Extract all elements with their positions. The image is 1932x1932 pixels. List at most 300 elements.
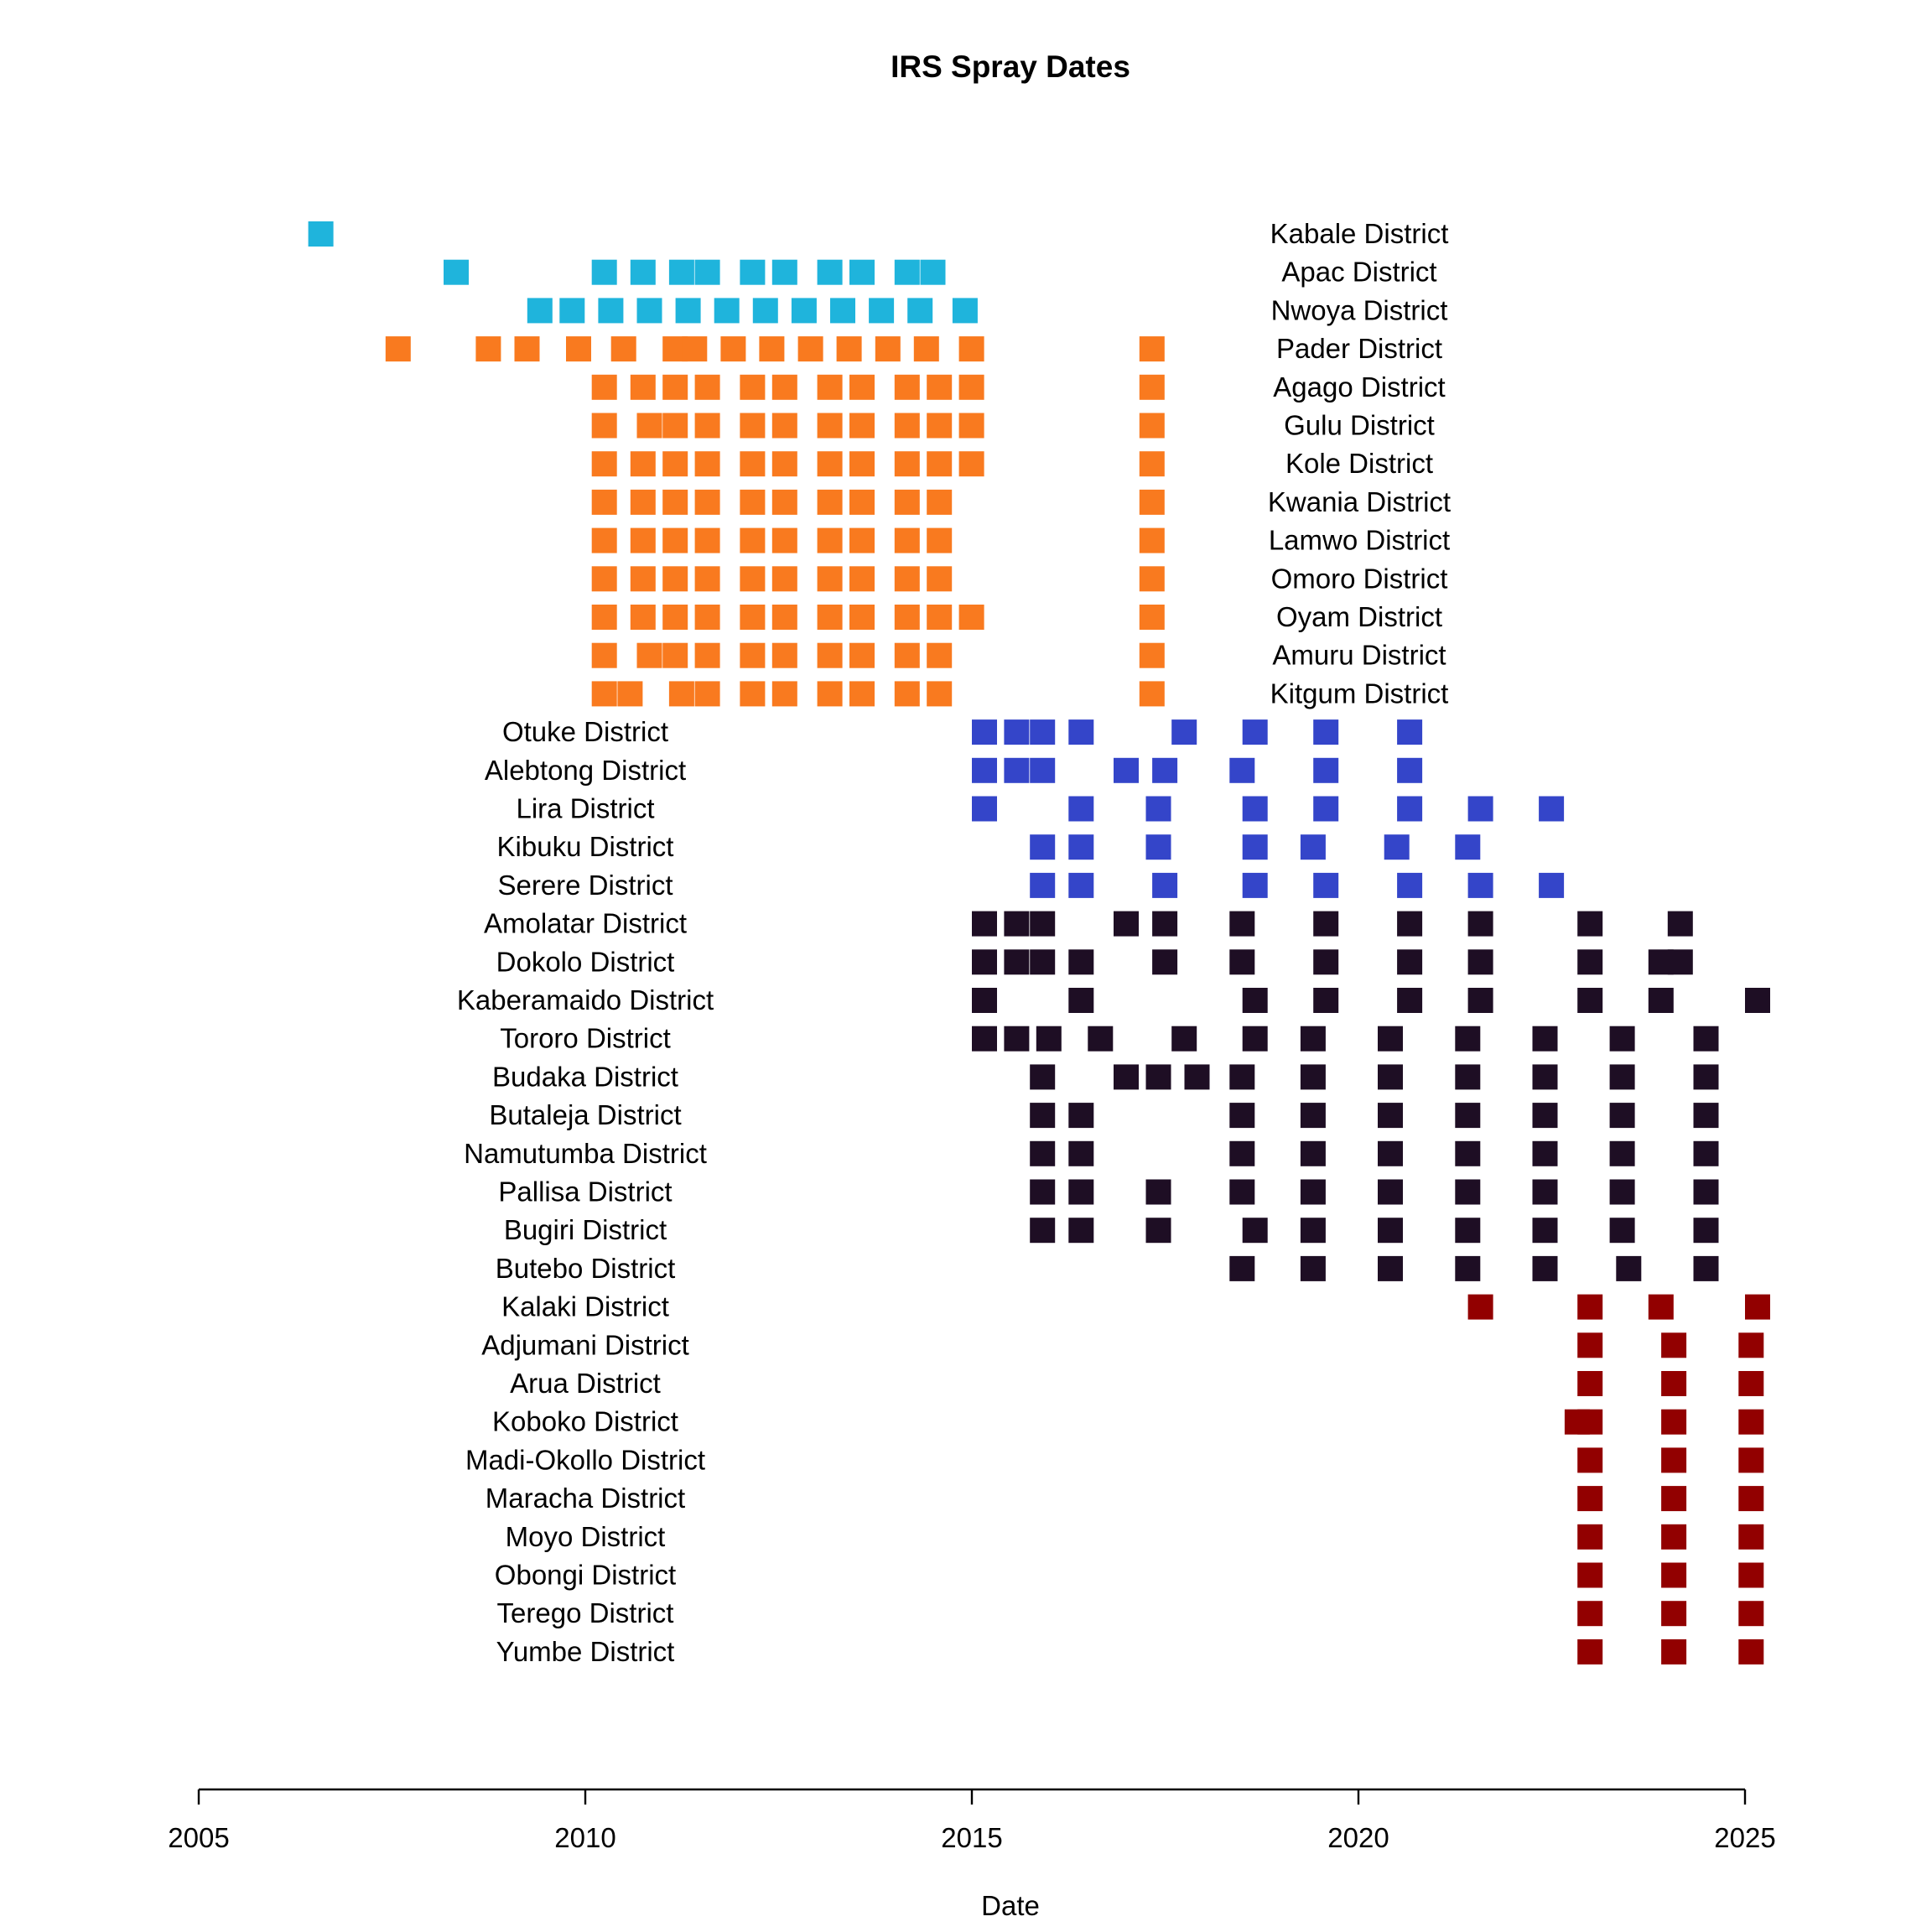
spray-marker-maracha-district — [1577, 1486, 1602, 1511]
spray-marker-kibuku-district — [1455, 834, 1480, 860]
spray-marker-kibuku-district — [1384, 834, 1410, 860]
spray-marker-dokolo-district — [1468, 949, 1493, 974]
spray-marker-kole-district — [740, 451, 765, 476]
spray-marker-butaleja-district — [1378, 1103, 1403, 1128]
district-label-madi-okollo-district: Madi-Okollo District — [465, 1444, 706, 1476]
spray-marker-serere-district — [1030, 873, 1055, 898]
spray-marker-oyam-district — [592, 605, 617, 630]
spray-marker-agago-district — [818, 375, 843, 400]
spray-marker-lamwo-district — [895, 528, 920, 553]
district-label-kabale-district: Kabale District — [1270, 218, 1449, 249]
spray-marker-nwoya-district — [527, 298, 553, 323]
spray-marker-amolatar-district — [1229, 911, 1254, 937]
spray-marker-kibuku-district — [1243, 834, 1268, 860]
spray-marker-nwoya-district — [830, 298, 855, 323]
spray-marker-serere-district — [1539, 873, 1564, 898]
spray-marker-moyo-district — [1738, 1524, 1763, 1550]
spray-marker-dokolo-district — [1068, 949, 1093, 974]
district-label-alebtong-district: Alebtong District — [484, 754, 687, 786]
district-label-butaleja-district: Butaleja District — [489, 1099, 682, 1131]
district-label-nwoya-district: Nwoya District — [1270, 294, 1448, 326]
spray-marker-kabale-district — [309, 221, 334, 247]
spray-marker-bugiri-district — [1030, 1218, 1055, 1243]
spray-marker-otuke-district — [1004, 719, 1029, 745]
spray-marker-kwania-district — [695, 490, 720, 515]
spray-marker-omoro-district — [662, 566, 688, 591]
spray-marker-omoro-district — [927, 566, 952, 591]
spray-marker-amuru-district — [662, 643, 688, 668]
spray-marker-amuru-district — [927, 643, 952, 668]
spray-marker-kitgum-district — [1140, 681, 1165, 706]
spray-marker-pallisa-district — [1030, 1180, 1055, 1205]
spray-marker-alebtong-district — [1004, 758, 1029, 783]
spray-marker-omoro-district — [740, 566, 765, 591]
spray-marker-kitgum-district — [818, 681, 843, 706]
spray-marker-butaleja-district — [1610, 1103, 1635, 1128]
spray-marker-namutumba-district — [1533, 1141, 1558, 1166]
spray-marker-butaleja-district — [1301, 1103, 1326, 1128]
spray-marker-lamwo-district — [740, 528, 765, 553]
spray-marker-nwoya-district — [598, 298, 623, 323]
spray-marker-pader-district — [611, 336, 636, 361]
spray-marker-tororo-district — [1378, 1026, 1403, 1052]
spray-marker-butebo-district — [1301, 1256, 1326, 1281]
spray-marker-kwania-district — [631, 490, 656, 515]
spray-marker-pader-district — [798, 336, 823, 361]
spray-marker-butaleja-district — [1455, 1103, 1480, 1128]
spray-marker-namutumba-district — [1378, 1141, 1403, 1166]
district-label-apac-district: Apac District — [1281, 256, 1437, 288]
spray-marker-omoro-district — [592, 566, 617, 591]
spray-marker-alebtong-district — [1229, 758, 1254, 783]
spray-marker-alebtong-district — [1313, 758, 1338, 783]
spray-marker-yumbe-district — [1738, 1639, 1763, 1665]
spray-marker-budaka-district — [1610, 1064, 1635, 1089]
spray-marker-oyam-district — [818, 605, 843, 630]
spray-marker-kibuku-district — [1301, 834, 1326, 860]
spray-marker-terego-district — [1661, 1601, 1686, 1626]
spray-marker-budaka-district — [1114, 1064, 1139, 1089]
spray-marker-apac-district — [849, 260, 875, 285]
spray-marker-butebo-district — [1694, 1256, 1719, 1281]
spray-marker-kole-district — [592, 451, 617, 476]
spray-marker-dokolo-district — [1668, 949, 1693, 974]
spray-marker-amuru-district — [818, 643, 843, 668]
spray-marker-butaleja-district — [1229, 1103, 1254, 1128]
spray-marker-kitgum-district — [592, 681, 617, 706]
spray-marker-apac-district — [695, 260, 720, 285]
spray-marker-kole-district — [818, 451, 843, 476]
spray-marker-kibuku-district — [1068, 834, 1093, 860]
x-tick-label-2005: 2005 — [168, 1822, 230, 1853]
district-label-kaberamaido-district: Kaberamaido District — [456, 984, 714, 1015]
spray-marker-tororo-district — [1610, 1026, 1635, 1052]
spray-marker-dokolo-district — [1397, 949, 1422, 974]
spray-marker-kaberamaido-district — [972, 988, 997, 1013]
spray-marker-apac-district — [592, 260, 617, 285]
spray-marker-gulu-district — [959, 413, 984, 439]
spray-marker-tororo-district — [1533, 1026, 1558, 1052]
spray-marker-apac-district — [818, 260, 843, 285]
spray-marker-madi-okollo-district — [1738, 1447, 1763, 1472]
spray-marker-obongi-district — [1661, 1563, 1686, 1588]
spray-marker-kaberamaido-district — [1649, 988, 1674, 1013]
spray-marker-arua-district — [1738, 1371, 1763, 1396]
district-label-amuru-district: Amuru District — [1272, 639, 1446, 671]
x-tick-label-2025: 2025 — [1714, 1822, 1776, 1853]
spray-marker-gulu-district — [592, 413, 617, 439]
spray-marker-lira-district — [1539, 797, 1564, 822]
spray-marker-nwoya-district — [753, 298, 778, 323]
spray-marker-budaka-district — [1455, 1064, 1480, 1089]
district-label-tororo-district: Tororo District — [500, 1022, 671, 1054]
spray-marker-gulu-district — [1140, 413, 1165, 439]
spray-marker-nwoya-district — [676, 298, 701, 323]
spray-marker-bugiri-district — [1378, 1218, 1403, 1243]
spray-marker-butebo-district — [1378, 1256, 1403, 1281]
spray-marker-pader-district — [914, 336, 939, 361]
district-label-butebo-district: Butebo District — [495, 1252, 676, 1284]
spray-marker-omoro-district — [772, 566, 797, 591]
spray-marker-oyam-district — [959, 605, 984, 630]
spray-marker-serere-district — [1243, 873, 1268, 898]
district-label-yumbe-district: Yumbe District — [496, 1635, 675, 1667]
spray-marker-kaberamaido-district — [1468, 988, 1493, 1013]
spray-marker-lamwo-district — [927, 528, 952, 553]
district-label-budaka-district: Budaka District — [492, 1061, 678, 1093]
spray-marker-moyo-district — [1577, 1524, 1602, 1550]
spray-marker-pallisa-district — [1610, 1180, 1635, 1205]
spray-marker-kole-district — [695, 451, 720, 476]
district-label-gulu-district: Gulu District — [1284, 409, 1435, 441]
spray-marker-budaka-district — [1229, 1064, 1254, 1089]
spray-marker-gulu-district — [637, 413, 662, 439]
spray-marker-tororo-district — [1036, 1026, 1062, 1052]
spray-marker-butebo-district — [1616, 1256, 1641, 1281]
spray-marker-bugiri-district — [1694, 1218, 1719, 1243]
district-label-koboko-district: Koboko District — [492, 1405, 678, 1437]
spray-marker-kole-district — [895, 451, 920, 476]
spray-marker-agago-district — [772, 375, 797, 400]
spray-marker-budaka-district — [1533, 1064, 1558, 1089]
spray-marker-oyam-district — [772, 605, 797, 630]
spray-marker-obongi-district — [1738, 1563, 1763, 1588]
spray-marker-kalaki-district — [1577, 1295, 1602, 1320]
district-label-dokolo-district: Dokolo District — [496, 946, 675, 978]
spray-marker-obongi-district — [1577, 1563, 1602, 1588]
spray-marker-amuru-district — [740, 643, 765, 668]
spray-marker-tororo-district — [1004, 1026, 1029, 1052]
x-axis — [168, 1789, 1775, 1853]
spray-marker-butaleja-district — [1533, 1103, 1558, 1128]
spray-marker-bugiri-district — [1301, 1218, 1326, 1243]
spray-marker-bugiri-district — [1455, 1218, 1480, 1243]
district-label-lamwo-district: Lamwo District — [1268, 524, 1451, 556]
spray-marker-amuru-district — [895, 643, 920, 668]
spray-marker-kole-district — [1140, 451, 1165, 476]
spray-marker-budaka-district — [1378, 1064, 1403, 1089]
spray-marker-alebtong-district — [1114, 758, 1139, 783]
spray-marker-pader-district — [386, 336, 411, 361]
district-label-otuke-district: Otuke District — [501, 716, 669, 748]
spray-marker-butaleja-district — [1068, 1103, 1093, 1128]
spray-marker-namutumba-district — [1610, 1141, 1635, 1166]
spray-marker-oyam-district — [895, 605, 920, 630]
spray-marker-kole-district — [772, 451, 797, 476]
spray-marker-oyam-district — [927, 605, 952, 630]
spray-marker-amolatar-district — [1004, 911, 1029, 937]
spray-marker-apac-district — [921, 260, 946, 285]
spray-marker-pader-district — [759, 336, 784, 361]
spray-marker-bugiri-district — [1610, 1218, 1635, 1243]
spray-marker-kitgum-district — [669, 681, 694, 706]
spray-marker-kalaki-district — [1468, 1295, 1493, 1320]
spray-marker-oyam-district — [1140, 605, 1165, 630]
spray-marker-oyam-district — [849, 605, 875, 630]
spray-marker-lira-district — [1146, 797, 1171, 822]
spray-marker-agago-district — [695, 375, 720, 400]
spray-marker-apac-district — [669, 260, 694, 285]
district-label-lira-district: Lira District — [516, 792, 655, 824]
spray-marker-alebtong-district — [1397, 758, 1422, 783]
spray-marker-arua-district — [1577, 1371, 1602, 1396]
spray-marker-yumbe-district — [1661, 1639, 1686, 1665]
district-label-kwania-district: Kwania District — [1267, 486, 1452, 517]
spray-marker-oyam-district — [631, 605, 656, 630]
spray-marker-amolatar-district — [1468, 911, 1493, 937]
spray-marker-gulu-district — [895, 413, 920, 439]
spray-marker-madi-okollo-district — [1661, 1447, 1686, 1472]
spray-marker-kwania-district — [927, 490, 952, 515]
spray-marker-kwania-district — [849, 490, 875, 515]
spray-marker-butebo-district — [1229, 1256, 1254, 1281]
district-label-namutumba-district: Namutumba District — [464, 1137, 707, 1169]
spray-marker-nwoya-district — [637, 298, 662, 323]
spray-marker-amolatar-district — [1313, 911, 1338, 937]
spray-marker-kitgum-district — [772, 681, 797, 706]
spray-marker-dokolo-district — [972, 949, 997, 974]
spray-marker-tororo-district — [1243, 1026, 1268, 1052]
spray-marker-kwania-district — [772, 490, 797, 515]
spray-marker-pallisa-district — [1455, 1180, 1480, 1205]
spray-marker-pader-district — [682, 336, 707, 361]
spray-marker-lamwo-district — [1140, 528, 1165, 553]
spray-marker-kalaki-district — [1649, 1295, 1674, 1320]
spray-marker-apac-district — [772, 260, 797, 285]
spray-marker-kwania-district — [818, 490, 843, 515]
spray-marker-kwania-district — [740, 490, 765, 515]
spray-marker-nwoya-district — [714, 298, 740, 323]
spray-marker-amuru-district — [1140, 643, 1165, 668]
spray-marker-namutumba-district — [1030, 1141, 1055, 1166]
district-label-moyo-district: Moyo District — [505, 1520, 666, 1552]
spray-marker-lira-district — [1468, 797, 1493, 822]
spray-marker-dokolo-district — [1229, 949, 1254, 974]
spray-marker-dokolo-district — [1152, 949, 1177, 974]
spray-marker-kaberamaido-district — [1068, 988, 1093, 1013]
spray-marker-pallisa-district — [1301, 1180, 1326, 1205]
district-label-maracha-district: Maracha District — [485, 1483, 686, 1514]
spray-marker-kole-district — [631, 451, 656, 476]
spray-marker-arua-district — [1661, 1371, 1686, 1396]
spray-marker-terego-district — [1577, 1601, 1602, 1626]
spray-marker-oyam-district — [740, 605, 765, 630]
district-label-omoro-district: Omoro District — [1270, 563, 1448, 595]
spray-marker-kaberamaido-district — [1397, 988, 1422, 1013]
spray-marker-koboko-district — [1577, 1410, 1602, 1435]
district-label-arua-district: Arua District — [510, 1368, 661, 1399]
spray-marker-namutumba-district — [1694, 1141, 1719, 1166]
district-label-terego-district: Terego District — [496, 1597, 674, 1629]
spray-marker-amolatar-district — [1030, 911, 1055, 937]
spray-marker-amolatar-district — [972, 911, 997, 937]
spray-marker-omoro-district — [631, 566, 656, 591]
spray-marker-agago-district — [662, 375, 688, 400]
spray-marker-agago-district — [631, 375, 656, 400]
spray-marker-lira-district — [1397, 797, 1422, 822]
spray-marker-otuke-district — [1313, 719, 1338, 745]
spray-marker-lamwo-district — [592, 528, 617, 553]
spray-marker-pader-district — [515, 336, 540, 361]
spray-marker-madi-okollo-district — [1577, 1447, 1602, 1472]
spray-marker-serere-district — [1313, 873, 1338, 898]
spray-marker-agago-district — [959, 375, 984, 400]
chart-title: IRS Spray Dates — [891, 49, 1130, 84]
district-label-adjumani-district: Adjumani District — [481, 1329, 689, 1361]
spray-marker-adjumani-district — [1738, 1332, 1763, 1358]
spray-marker-dokolo-district — [1030, 949, 1055, 974]
spray-marker-otuke-district — [1243, 719, 1268, 745]
spray-marker-tororo-district — [1455, 1026, 1480, 1052]
spray-marker-pallisa-district — [1146, 1180, 1171, 1205]
x-tick-label-2010: 2010 — [554, 1822, 616, 1853]
spray-marker-kaberamaido-district — [1243, 988, 1268, 1013]
spray-marker-otuke-district — [1030, 719, 1055, 745]
spray-marker-kitgum-district — [849, 681, 875, 706]
spray-marker-lamwo-district — [818, 528, 843, 553]
spray-marker-tororo-district — [1088, 1026, 1113, 1052]
spray-marker-amuru-district — [695, 643, 720, 668]
spray-marker-otuke-district — [972, 719, 997, 745]
spray-marker-kitgum-district — [695, 681, 720, 706]
spray-marker-gulu-district — [818, 413, 843, 439]
spray-marker-kole-district — [959, 451, 984, 476]
spray-marker-terego-district — [1738, 1601, 1763, 1626]
district-label-amolatar-district: Amolatar District — [483, 907, 688, 939]
spray-marker-pallisa-district — [1229, 1180, 1254, 1205]
x-tick-label-2015: 2015 — [941, 1822, 1003, 1853]
spray-marker-amuru-district — [592, 643, 617, 668]
spray-marker-yumbe-district — [1577, 1639, 1602, 1665]
spray-marker-amuru-district — [849, 643, 875, 668]
spray-marker-lira-district — [1068, 797, 1093, 822]
spray-marker-apac-district — [444, 260, 469, 285]
spray-marker-kaberamaido-district — [1745, 988, 1770, 1013]
spray-marker-alebtong-district — [972, 758, 997, 783]
spray-marker-bugiri-district — [1533, 1218, 1558, 1243]
spray-marker-oyam-district — [695, 605, 720, 630]
spray-marker-omoro-district — [695, 566, 720, 591]
spray-marker-lamwo-district — [631, 528, 656, 553]
spray-marker-maracha-district — [1738, 1486, 1763, 1511]
spray-marker-butebo-district — [1455, 1256, 1480, 1281]
spray-marker-budaka-district — [1185, 1064, 1210, 1089]
spray-marker-dokolo-district — [1577, 949, 1602, 974]
spray-marker-budaka-district — [1146, 1064, 1171, 1089]
spray-marker-omoro-district — [818, 566, 843, 591]
spray-marker-pader-district — [720, 336, 745, 361]
spray-marker-pader-district — [959, 336, 984, 361]
spray-marker-pallisa-district — [1533, 1180, 1558, 1205]
spray-marker-alebtong-district — [1152, 758, 1177, 783]
spray-marker-kole-district — [662, 451, 688, 476]
spray-marker-tororo-district — [972, 1026, 997, 1052]
spray-marker-lamwo-district — [695, 528, 720, 553]
spray-marker-budaka-district — [1694, 1064, 1719, 1089]
spray-marker-pallisa-district — [1068, 1180, 1093, 1205]
spray-marker-agago-district — [849, 375, 875, 400]
spray-marker-kitgum-district — [895, 681, 920, 706]
spray-marker-nwoya-district — [559, 298, 584, 323]
district-label-bugiri-district: Bugiri District — [503, 1214, 667, 1246]
spray-marker-omoro-district — [895, 566, 920, 591]
spray-marker-amolatar-district — [1668, 911, 1693, 937]
spray-marker-budaka-district — [1301, 1064, 1326, 1089]
spray-marker-serere-district — [1397, 873, 1422, 898]
spray-marker-kibuku-district — [1030, 834, 1055, 860]
spray-marker-kole-district — [927, 451, 952, 476]
spray-marker-budaka-district — [1030, 1064, 1055, 1089]
spray-marker-tororo-district — [1694, 1026, 1719, 1052]
district-label-agago-district: Agago District — [1273, 371, 1446, 402]
spray-marker-lira-district — [1243, 797, 1268, 822]
spray-marker-butaleja-district — [1030, 1103, 1055, 1128]
spray-marker-serere-district — [1468, 873, 1493, 898]
spray-marker-bugiri-district — [1243, 1218, 1268, 1243]
spray-marker-dokolo-district — [1313, 949, 1338, 974]
spray-marker-otuke-district — [1397, 719, 1422, 745]
district-label-pader-district: Pader District — [1275, 333, 1443, 365]
spray-marker-gulu-district — [772, 413, 797, 439]
spray-marker-lira-district — [972, 797, 997, 822]
spray-marker-bugiri-district — [1068, 1218, 1093, 1243]
x-tick-label-2020: 2020 — [1327, 1822, 1389, 1853]
spray-marker-kitgum-district — [740, 681, 765, 706]
spray-marker-lamwo-district — [849, 528, 875, 553]
spray-marker-butaleja-district — [1694, 1103, 1719, 1128]
spray-marker-lira-district — [1313, 797, 1338, 822]
spray-marker-pader-district — [875, 336, 901, 361]
spray-marker-amolatar-district — [1152, 911, 1177, 937]
spray-marker-agago-district — [1140, 375, 1165, 400]
spray-marker-nwoya-district — [907, 298, 932, 323]
spray-marker-koboko-district — [1738, 1410, 1763, 1435]
district-label-kitgum-district: Kitgum District — [1270, 678, 1449, 709]
spray-marker-kitgum-district — [927, 681, 952, 706]
spray-marker-pader-district — [475, 336, 501, 361]
spray-marker-kwania-district — [592, 490, 617, 515]
spray-marker-kitgum-district — [617, 681, 642, 706]
spray-marker-apac-district — [631, 260, 656, 285]
spray-marker-kwania-district — [1140, 490, 1165, 515]
spray-marker-tororo-district — [1301, 1026, 1326, 1052]
spray-marker-lamwo-district — [772, 528, 797, 553]
spray-marker-kaberamaido-district — [1313, 988, 1338, 1013]
spray-marker-pallisa-district — [1694, 1180, 1719, 1205]
spray-marker-koboko-district — [1661, 1410, 1686, 1435]
district-label-obongi-district: Obongi District — [494, 1559, 677, 1591]
spray-marker-kwania-district — [895, 490, 920, 515]
